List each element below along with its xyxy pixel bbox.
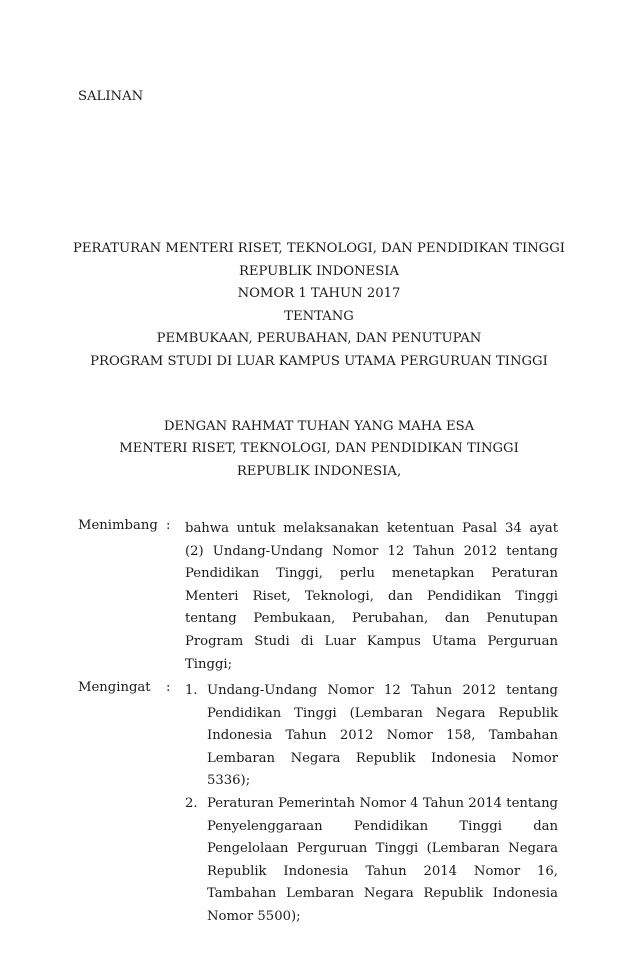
title-line: PERATURAN MENTERI RISET, TEKNOLOGI, DAN PENDIDIKAN TINGGI bbox=[73, 241, 565, 256]
list-item-number: 1. bbox=[185, 683, 198, 698]
mengingat-colon: : bbox=[166, 680, 171, 695]
minister-heading bbox=[0, 438, 638, 483]
list-item bbox=[185, 793, 558, 929]
minister-line: REPUBLIK INDONESIA, bbox=[236, 463, 402, 479]
list-item-text: Peraturan Pemerintah Nomor 4 Tahun 2014 tentang Penyelenggaraan Pendidikan Tinggi dan Pengelolaan Perguruan Tinggi (Lembaran Negara Republik Indonesia Tahun 2014 Nomor 16, Tambahan Lembaran Negara Republik Indonesia Nomor 5500); bbox=[207, 795, 558, 924]
menimbang-label: Menimbang bbox=[78, 518, 158, 533]
list-item-number: 2. bbox=[185, 795, 198, 811]
title-line: TENTANG bbox=[284, 308, 354, 324]
menimbang-colon: : bbox=[166, 518, 171, 533]
title-line: REPUBLIK INDONESIA bbox=[238, 263, 400, 279]
regulation-title bbox=[0, 238, 638, 374]
title-line: NOMOR 1 TAHUN 2017 bbox=[237, 286, 401, 302]
menimbang-text: bahwa untuk melaksanakan ketentuan Pasal 34 ayat (2) Undang-Undang Nomor 12 Tahun 2012 tentang Pendidikan Tinggi, perlu menetapkan Peraturan Menteri Riset, Teknologi, dan Pendidikan Tinggi tentang Pembukaan, Perubahan, dan Penutupan Program Studi di Luar Kampus Utama Perguruan Tinggi; bbox=[185, 521, 558, 672]
blessing-line: DENGAN RAHMAT TUHAN YANG MAHA ESA bbox=[163, 419, 475, 434]
copy-mark: SALINAN bbox=[78, 89, 144, 104]
mengingat-label: Mengingat bbox=[78, 680, 151, 695]
title-line: PROGRAM STUDI DI LUAR KAMPUS UTAMA PERGURUAN TINGGI bbox=[90, 353, 548, 369]
title-line: PEMBUKAAN, PERUBAHAN, DAN PENUTUPAN bbox=[156, 331, 482, 347]
list-item-text: Undang-Undang Nomor 12 Tahun 2012 tentang Pendidikan Tinggi (Lembaran Negara Republik Indonesia Tahun 2012 Nomor 158, Tambahan Lembaran Negara Republik Indonesia Nomor 5336); bbox=[207, 683, 558, 789]
minister-line: MENTERI RISET, TEKNOLOGI, DAN PENDIDIKAN TINGGI bbox=[119, 441, 519, 456]
list-item bbox=[185, 680, 558, 793]
mengingat-list bbox=[185, 680, 558, 929]
